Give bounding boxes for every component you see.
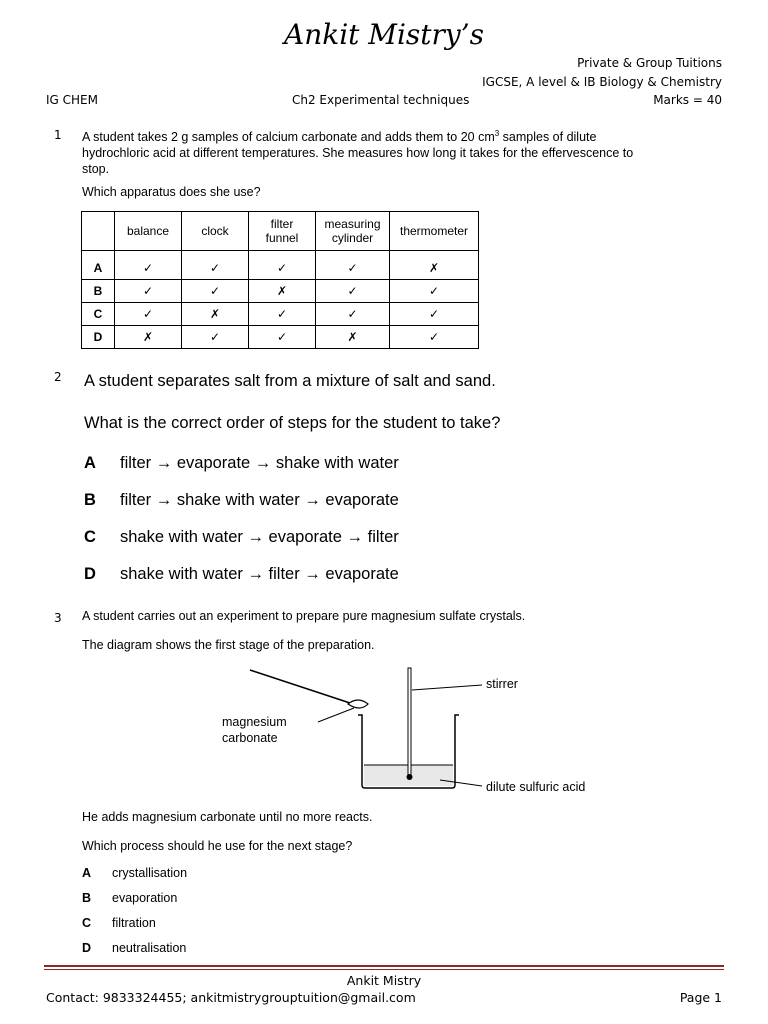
stirrer-rod: [408, 668, 411, 778]
question-1-prompt: Which apparatus does she use?: [82, 185, 261, 199]
q3-option-letter: A: [82, 866, 92, 880]
question-1-text: [82, 126, 642, 177]
question-1-text-b: samples of dilute hydrochloric acid at different temperatures. She measures how long it takes for the effervescence to stop.: [82, 130, 634, 177]
table-cell: ✓: [115, 280, 182, 303]
footer-page: Page 1: [679, 990, 722, 1005]
table-cell: ✓: [115, 251, 182, 280]
footer-name: Ankit Mistry: [346, 973, 422, 988]
row-label: D: [82, 326, 115, 349]
apparatus-diagram: [200, 660, 640, 800]
apparatus-table: [81, 211, 479, 349]
carbonate-label: carbonate: [222, 731, 278, 745]
q2-option-letter: B: [84, 491, 96, 509]
table-cell: ✗: [390, 251, 479, 280]
row-label: B: [82, 280, 115, 303]
question-1-text-a: A student takes 2 g samples of calcium carbonate and adds them to 20 cm: [82, 130, 495, 145]
table-cell: ✓: [390, 280, 479, 303]
q3-option-text: evaporation: [112, 891, 178, 905]
table-header-row: [82, 212, 479, 251]
q2-option-letter: D: [84, 565, 96, 583]
row-label: C: [82, 303, 115, 326]
question-3-after: He adds magnesium carbonate until no more reacts.: [82, 810, 373, 824]
brand-title: Ankit Mistry’s: [283, 18, 485, 51]
question-2-text: A student separates salt from a mixture of salt and sand.: [84, 372, 496, 390]
table-cell: ✓: [390, 303, 479, 326]
col-header-text: filter funnel: [265, 217, 299, 245]
footer-contact: Contact: 9833324455; ankitmistrygrouptuition@gmail.com: [46, 990, 416, 1005]
question-3-prompt: Which process should he use for the next stage?: [82, 839, 353, 853]
q2-option-letter: C: [84, 528, 96, 546]
table-cell: ✓: [316, 251, 390, 280]
col-header: [316, 212, 390, 251]
question-2-prompt: What is the correct order of steps for the student to take?: [84, 414, 501, 432]
stirrer-label: stirrer: [486, 677, 518, 691]
table-corner-cell: [82, 212, 115, 251]
q2-option-text: filter → shake with water → evaporate: [120, 491, 399, 509]
q2-option-text: shake with water → filter → evaporate: [120, 565, 399, 583]
table-cell: ✓: [249, 303, 316, 326]
table-cell: ✓: [316, 303, 390, 326]
acid-label: dilute sulfuric acid: [486, 780, 586, 794]
table-cell: ✗: [182, 303, 249, 326]
table-row: [82, 303, 479, 326]
footer-divider-thin: [44, 969, 724, 970]
table-cell: ✓: [249, 251, 316, 280]
question-1-number: 1: [54, 128, 62, 142]
spatula-handle: [250, 670, 350, 703]
q3-option-text: neutralisation: [112, 941, 187, 955]
course-label: IG CHEM: [46, 93, 98, 107]
header-tagline-2: IGCSE, A level & IB Biology & Chemistry: [482, 75, 722, 89]
diagram-intro: The diagram shows the first stage of the preparation.: [82, 638, 375, 652]
col-header: thermometer: [390, 212, 479, 251]
q2-option-text: filter → evaporate → shake with water: [120, 454, 399, 472]
marks-label: Marks = 40: [653, 93, 722, 107]
q2-option-text: shake with water → evaporate → filter: [120, 528, 399, 546]
question-2-number: 2: [54, 370, 62, 384]
magnesium-label-line: [318, 708, 354, 722]
col-header: balance: [115, 212, 182, 251]
spatula-scoop: [348, 700, 368, 708]
table-cell: ✓: [115, 303, 182, 326]
question-3-number: 3: [54, 611, 62, 625]
col-header: clock: [182, 212, 249, 251]
table-cell: ✓: [249, 326, 316, 349]
q3-option-letter: C: [82, 916, 92, 930]
q3-option-text: filtration: [112, 916, 156, 930]
stirrer-tip: [407, 774, 413, 780]
table-row: [82, 326, 479, 349]
table-cell: ✓: [316, 280, 390, 303]
magnesium-label: magnesium: [222, 715, 287, 729]
table-cell: ✗: [249, 280, 316, 303]
table-cell: ✓: [182, 326, 249, 349]
table-cell: ✗: [115, 326, 182, 349]
table-cell: ✓: [182, 251, 249, 280]
table-row: [82, 251, 479, 280]
stirrer-label-line: [412, 685, 482, 690]
q3-option-text: crystallisation: [112, 866, 188, 880]
question-3-text: A student carries out an experiment to prepare pure magnesium sulfate crystals.: [82, 609, 526, 623]
table-row: [82, 280, 479, 303]
table-cell: ✓: [182, 280, 249, 303]
q3-option-letter: D: [82, 941, 92, 955]
col-header-text: measuring cylinder: [324, 217, 381, 245]
col-header: [249, 212, 316, 251]
table-cell: ✓: [390, 326, 479, 349]
superscript-3: 3: [494, 129, 500, 138]
q3-option-letter: B: [82, 891, 92, 905]
row-label: A: [82, 251, 115, 280]
chapter-title: Ch2 Experimental techniques: [292, 93, 470, 107]
q2-option-letter: A: [84, 454, 96, 472]
header-tagline-1: Private & Group Tuitions: [577, 56, 722, 70]
footer-divider: [44, 965, 724, 967]
table-cell: ✗: [316, 326, 390, 349]
